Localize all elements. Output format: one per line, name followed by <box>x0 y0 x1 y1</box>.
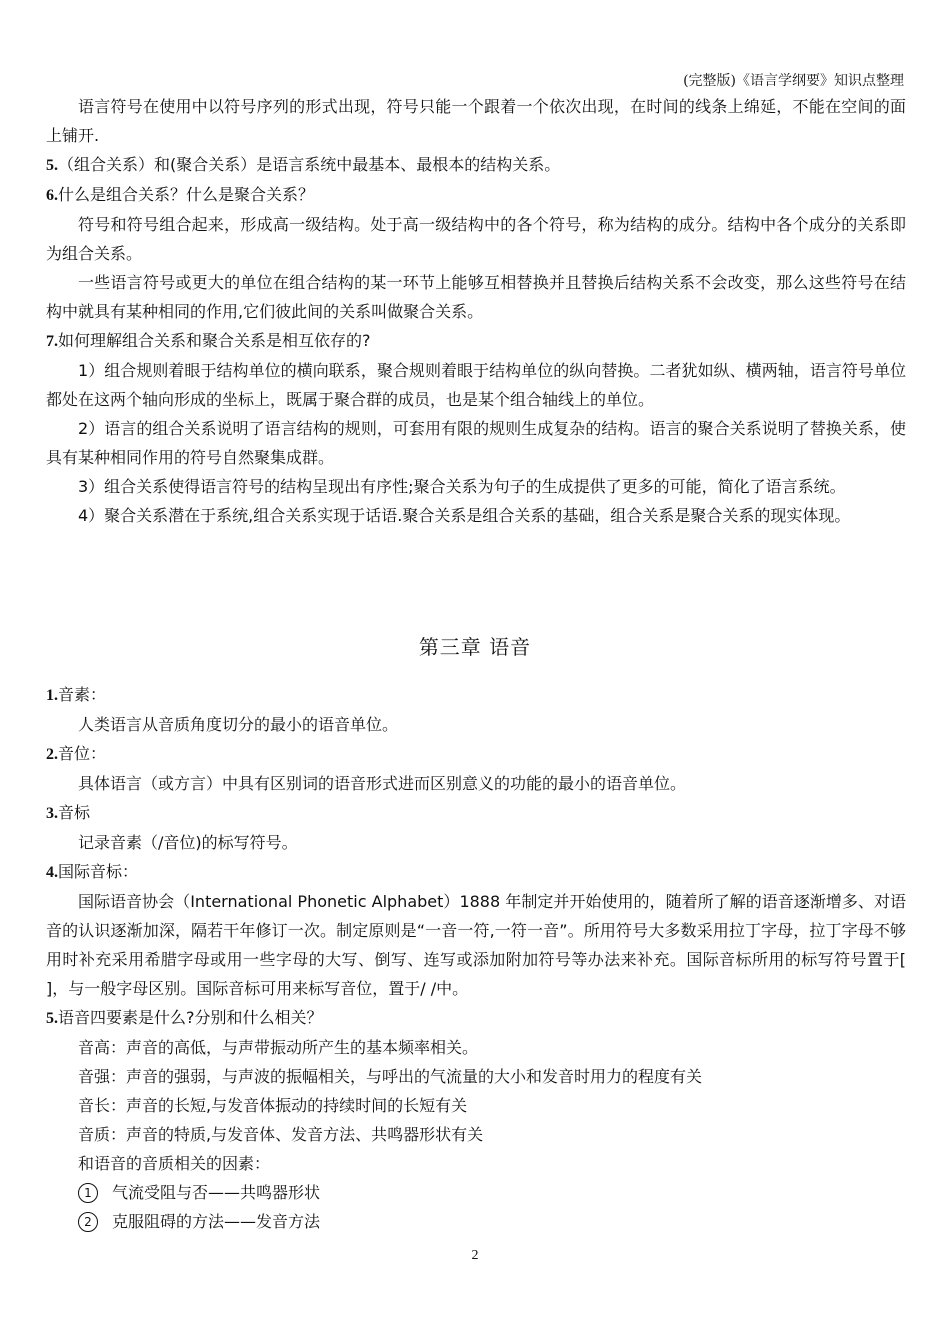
question-text: 音位： <box>58 744 107 763</box>
paragraph: 语言符号在使用中以符号序列的形式出现，符号只能一个跟着一个依次出现，在时间的线条上绵延，不能在空间的面上铺开. <box>46 97 906 145</box>
element-line: 音强：声音的强弱，与声波的振幅相关，与呼出的气流量的大小和发音时用力的程度有关 <box>78 1067 703 1086</box>
section-phonetics <box>46 680 906 1236</box>
question-number: 6. <box>46 187 58 204</box>
answer-point: 3）组合关系使得语言符号的结构呈现出有序性;聚合关系为句子的生成提供了更多的可能，简化了语言系统。 <box>78 477 846 496</box>
question-number: 2. <box>46 746 58 763</box>
question-number: 5. <box>46 157 58 174</box>
question-text: 音素： <box>58 685 107 704</box>
section-relations <box>46 92 906 530</box>
question-heading <box>46 798 906 828</box>
element-line: 音长：声音的长短,与发音体振动的持续时间的长短有关 <box>78 1096 468 1115</box>
answer-point: 4）聚合关系潜在于系统,组合关系实现于话语.聚合关系是组合关系的基础，组合关系是聚合关系的现实体现。 <box>78 506 851 525</box>
running-header: (完整版)《语言学纲要》知识点整理 <box>683 73 904 89</box>
element-line: 音高：声音的高低，与声带振动所产生的基本频率相关。 <box>78 1038 479 1057</box>
circled-number: 1 <box>78 1183 98 1203</box>
question-number: 7. <box>46 333 58 350</box>
answer-point: 2）语言的组合关系说明了语言结构的规则，可套用有限的规则生成复杂的结构。语言的聚合关系说明了替换关系，使具有某种相同作用的符号自然聚集成群。 <box>46 419 906 467</box>
factor-text: 气流受阻与否——共鸣器形状 <box>112 1183 321 1202</box>
chapter-title: 第三章 语音 <box>418 635 532 659</box>
question-text: 什么是组合关系？什么是聚合关系？ <box>58 185 315 204</box>
paragraph: 符号和符号组合起来，形成高一级结构。处于高一级结构中的各个符号，称为结构的成分。结构中各个成分的关系即为组合关系。 <box>46 215 906 263</box>
element-line: 音质：声音的特质,与发音体、发音方法、共鸣器形状有关 <box>78 1125 484 1144</box>
page-number: 2 <box>471 1248 479 1263</box>
question-number: 3. <box>46 805 58 822</box>
paragraph: 国际语音协会（International Phonetic Alphabet）1888 年制定并开始使用的，随着所了解的语音逐渐增多、对语音的认识逐渐加深，隔若干年修订一次。制定原则是“一音一符,一符一音”。所用符号大多数采用拉丁字母，拉丁字母不够用时补充采用希腊字母或用一些字母的大写、倒写、连写或添加附加符号等办法来补充。国际音标所用的标写符号置于[ ]，与一般字母区别。国际音标可用来标写音位，置于/ /中。 <box>46 892 906 998</box>
question-text: 国际音标： <box>58 862 139 881</box>
definition: 人类语言从音质角度切分的最小的语音单位。 <box>78 715 399 734</box>
question-number: 4. <box>46 864 58 881</box>
question-heading <box>46 739 906 769</box>
paragraph: 一些语言符号或更大的单位在组合结构的某一环节上能够互相替换并且替换后结构关系不会改变，那么这些符号在结构中就具有某种相同的作用,它们彼此间的关系叫做聚合关系。 <box>46 273 906 321</box>
factor-item <box>46 1207 906 1236</box>
question-heading <box>46 857 906 887</box>
question-heading <box>46 150 906 180</box>
question-number: 5. <box>46 1010 58 1027</box>
question-number: 1. <box>46 687 58 704</box>
question-heading <box>46 180 906 210</box>
factor-item <box>46 1178 906 1207</box>
question-text: 音标 <box>58 803 91 822</box>
factor-text: 克服阻碍的方法——发音方法 <box>112 1212 321 1231</box>
question-heading <box>46 326 906 356</box>
question-text: 语音四要素是什么?分别和什么相关？ <box>58 1008 323 1027</box>
question-heading <box>46 680 906 710</box>
element-line: 和语音的音质相关的因素： <box>78 1154 271 1173</box>
question-text: 如何理解组合关系和聚合关系是相互依存的? <box>58 331 371 350</box>
circled-number: 2 <box>78 1212 98 1232</box>
question-text: （组合关系）和(聚合关系）是语言系统中最基本、最根本的结构关系。 <box>58 155 561 174</box>
answer-point: 1）组合规则着眼于结构单位的横向联系，聚合规则着眼于结构单位的纵向替换。二者犹如纵、横两轴，语言符号单位都处在这两个轴向形成的坐标上，既属于聚合群的成员，也是某个组合轴线上的单位。 <box>46 361 906 409</box>
definition: 记录音素（/音位)的标写符号。 <box>78 833 298 852</box>
question-heading <box>46 1003 906 1033</box>
definition: 具体语言（或方言）中具有区别词的语音形式进而区别意义的功能的最小的语音单位。 <box>78 774 687 793</box>
